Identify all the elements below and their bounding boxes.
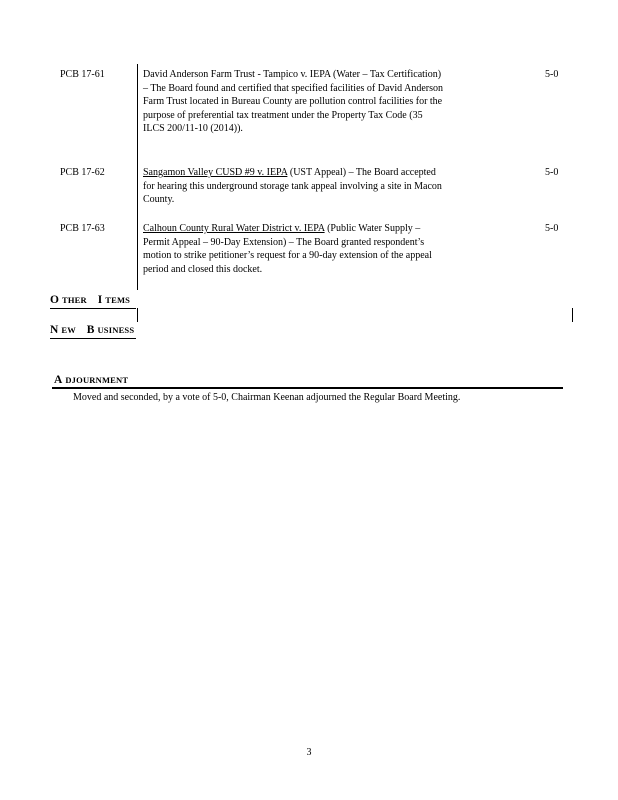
section-heading-other-items: O THER I TEMS bbox=[50, 294, 131, 306]
case-text: (UST Appeal) – The Board accepted for hearing this underground storage tank appeal involving a site in Macon County. bbox=[143, 167, 442, 205]
heading-rule bbox=[50, 308, 136, 309]
case-text: (Public Water Supply – Permit Appeal – 90-Day Extension) – The Board granted respondent’s motion to strike petitioner’s request for a 90-day extension of the appeal period and closed this docket. bbox=[143, 223, 432, 275]
table-divider bbox=[572, 308, 573, 322]
section-heading-new-business: N EW B USINESS bbox=[50, 324, 135, 336]
page-number: 3 bbox=[306, 747, 312, 758]
case-vote: 5-0 bbox=[545, 69, 559, 80]
adjournment-text: Moved and seconded, by a vote of 5-0, Chairman Keenan adjourned the Regular Board Meeting. bbox=[73, 392, 461, 403]
case-caption: Sangamon Valley CUSD #9 v. IEPA bbox=[143, 167, 288, 178]
adjournment-rule bbox=[52, 387, 563, 389]
case-caption: Calhoun County Rural Water District v. IEPA bbox=[143, 223, 325, 234]
case-number: PCB 17-62 bbox=[60, 167, 105, 178]
table-divider bbox=[137, 64, 138, 290]
case-number: PCB 17-63 bbox=[60, 223, 105, 234]
case-vote: 5-0 bbox=[545, 167, 559, 178]
case-text: David Anderson Farm Trust - Tampico v. IEPA (Water – Tax Certification) – The Board found and certified that specified facilities of David Anderson Farm Trust located in Bureau County are pollution control facilities for the purpose of preferential tax treatment under the Property Tax Code (35 ILCS 200/11-10 (2014)). bbox=[143, 69, 443, 134]
case-vote: 5-0 bbox=[545, 223, 559, 234]
case-description bbox=[143, 222, 443, 276]
section-heading-adjournment: A DJOURNMENT bbox=[54, 374, 129, 386]
table-divider bbox=[137, 308, 138, 322]
heading-rule bbox=[50, 338, 136, 339]
case-number: PCB 17-61 bbox=[60, 69, 105, 80]
case-description bbox=[143, 166, 443, 207]
case-description bbox=[143, 68, 443, 136]
